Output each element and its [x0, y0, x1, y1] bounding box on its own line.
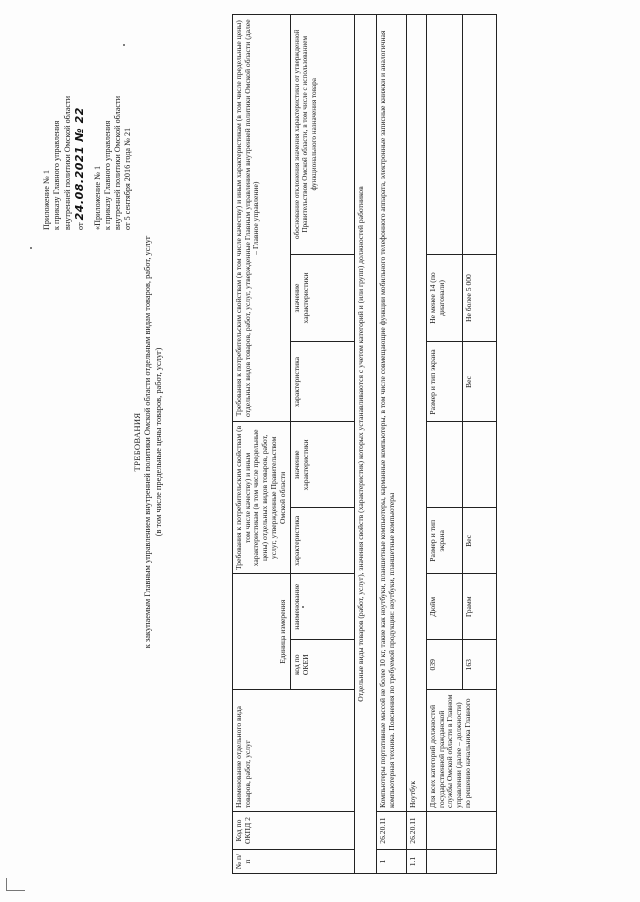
scan-corner-mark: [6, 878, 25, 891]
col-header-name: Наименование отдельного вида товаров, работ, услуг: [233, 690, 355, 812]
col-header-req-gov: Требования к потребительским свойствам (в том числе качеству) и иным характеристикам (в том числе предельные цены) отдельных видов товаров, работ, услуг, утвержденные Правительством Омской области: [233, 422, 291, 574]
col-header-dept-value: значение характеристики: [291, 254, 355, 342]
param-2-okei: 163: [463, 640, 497, 690]
row-1-1-code: 26.20.11: [407, 812, 427, 850]
col-header-req-dept: Требования к потребительским свойствам (в том числе качеству) и иным характеристикам (в том числе предельные цены) отдельных видов товаров, работ, услуг, утвержденные Главным управлением внутренней политики Омской области (далее – Главное управление): [233, 15, 291, 422]
col-header-okei: код по ОКЕИ: [291, 640, 355, 690]
row-1-num: 1: [377, 850, 407, 874]
param-1-gov-char: Размер и тип экрана: [427, 508, 463, 574]
col-header-unit: Единица измерения: [233, 574, 291, 690]
header-line: Приложение № 1: [42, 170, 51, 230]
param-2-dept-char: Вес: [463, 342, 497, 422]
scan-speck: [302, 606, 304, 608]
title-subtitle: (в том числе предельные цены товаров, работ, услуг): [154, 347, 164, 537]
section-row: Отдельные виды товаров (работ, услуг), значения свойств (характеристик) которых устанавливаются с учетом категорий и (или групп) должностей работников: [355, 15, 377, 874]
document-title: [132, 122, 165, 762]
handwritten-date: 24.08.2021 № 22: [72, 107, 86, 221]
category-description: Для всех категорий должностей государственной гражданской службы Омской области в Главном управлении (далее – должности) по решению начальника Главного: [427, 690, 497, 812]
row-1-1-num: 1.1: [407, 850, 427, 874]
param-2-dept-value: Не более 5 000: [463, 254, 497, 342]
param-1-okei: 039: [427, 640, 463, 690]
row-1-1-name: Ноутбук: [407, 15, 427, 812]
col-header-dept-justification: обоснование отклонения значения характеристики от утвержденной Правительством Омской области, в том числе с использованием функционального назначения товара: [291, 15, 355, 255]
scan-speck: [30, 247, 32, 249]
col-header-code: Код по ОКПД 2: [233, 812, 355, 850]
title-main: ТРЕБОВАНИЯ: [132, 412, 142, 472]
param-2-unit: Грамм: [463, 574, 497, 640]
col-header-dept-char: характеристика: [291, 342, 355, 422]
row-1-description: Компьютеры портативные массой не более 10 кг, такие как ноутбуки, планшетные компьютеры, карманные компьютеры, в том числе совмещающие функции мобильного телефонного аппарата, электронные записные книжки и аналогичная компьютерная техника. Пояснения по требуемой продукции: ноутбуки, планшетные компьютеры: [377, 15, 407, 812]
header-line: «Приложение № 1: [92, 165, 102, 230]
param-1-unit: Дюйм: [427, 574, 463, 640]
col-header-unit-name: наименование: [291, 574, 355, 640]
param-1-dept-char: Размер и тип экрана: [427, 342, 463, 422]
col-header-gov-value: значение характеристики: [291, 422, 355, 508]
row-1-code: 26.20.11: [377, 812, 407, 850]
header-line: к приказу Главного управления: [102, 120, 112, 230]
requirements-table: [232, 14, 497, 874]
title-subtitle: к закупаемым Главным управлением внутренней политики Омской области отдельным видам товаров, работ, услуг: [143, 235, 153, 649]
appendix-header: [42, 30, 134, 230]
header-line: от 5 сентября 2016 года № 21: [123, 127, 133, 230]
header-line: внутренней политики Омской области: [62, 96, 72, 230]
header-line: внутренней политики Омской области: [113, 96, 122, 230]
col-header-gov-char: характеристика: [291, 508, 355, 574]
param-2-gov-char: Вес: [463, 508, 497, 574]
col-header-num: № п/п: [233, 850, 355, 874]
header-date-line: от 24.08.2021 № 22: [72, 107, 86, 230]
scan-speck: [123, 44, 125, 46]
header-line: к приказу Главного управления: [52, 120, 62, 230]
param-1-dept-value: Не менее 14 (по диагонали): [427, 254, 463, 342]
